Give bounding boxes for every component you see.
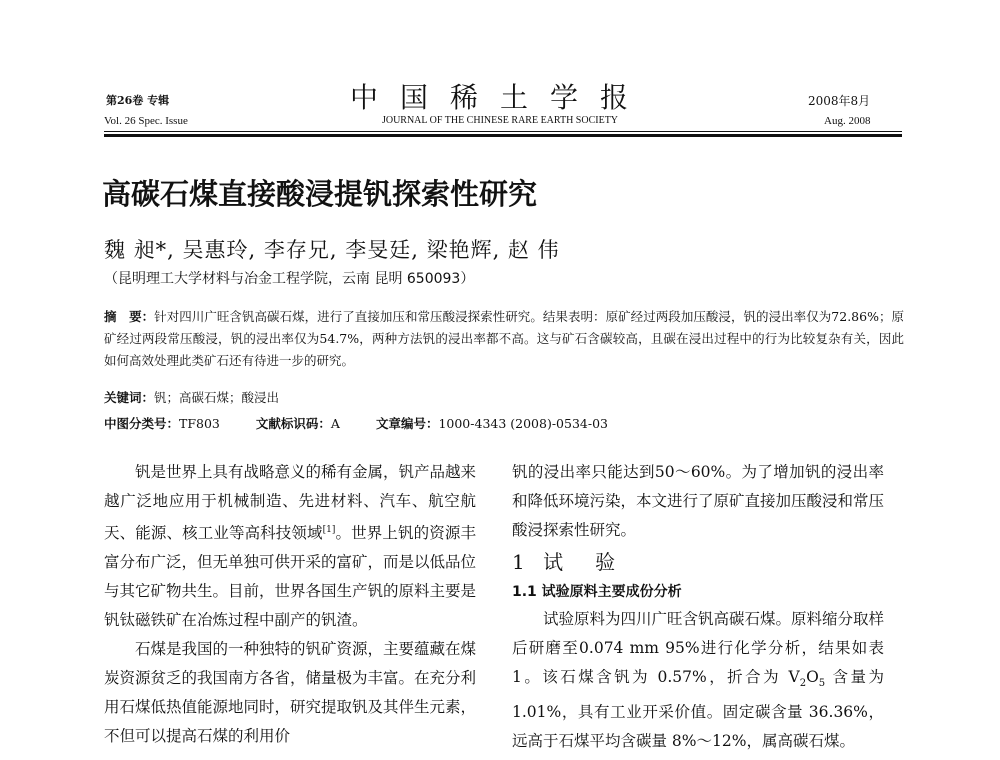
header-rule-thick — [104, 134, 902, 137]
volume-issue-en: Vol. 26 Spec. Issue — [104, 115, 188, 127]
subsection-heading: 1.1 试验原料主要成份分析 — [512, 584, 682, 600]
reference-marker: [1] — [322, 525, 336, 535]
subscript: 5 — [818, 678, 826, 690]
date-cn: 2008年8月 — [808, 94, 871, 108]
paragraph-text: O — [806, 668, 819, 686]
body-column-left — [104, 458, 476, 751]
paragraph-text: 含量为 1.01%，具有工业开采价值。固定碳含量 36.36%，远高于石煤平均含碳量 8%～12%，属高碳石煤。 — [512, 668, 884, 751]
author-list: 魏 昶*, 吴惠玲, 李存兄, 李旻廷, 梁艳辉, 赵 伟 — [104, 238, 560, 262]
article-number-value: 1000-4343 (2008)-0534-03 — [438, 416, 609, 431]
section-heading: 1 试 验 — [512, 550, 622, 574]
journal-title-cn: 中国稀土学报 — [349, 81, 650, 114]
keywords-text: 钒；高碳石煤；酸浸出 — [154, 390, 280, 405]
keywords — [104, 388, 279, 406]
article-number-label: 文章编号： — [375, 416, 439, 431]
volume-issue-cn: 第26卷 专辑 — [106, 94, 170, 107]
body-paragraph — [512, 605, 884, 756]
header-rule-thin — [104, 131, 902, 132]
doc-code-label: 文献标识码： — [255, 416, 331, 431]
subscript: 2 — [799, 678, 807, 690]
doc-code-value: A — [330, 416, 340, 431]
clc-value: TF803 — [179, 416, 220, 431]
affiliation: （昆明理工大学材料与冶金工程学院，云南 昆明 650093） — [104, 271, 475, 287]
journal-title-en: JOURNAL OF THE CHINESE RARE EARTH SOCIETY — [381, 115, 619, 126]
classification-line — [104, 414, 608, 432]
article-title: 高碳石煤直接酸浸提钒探索性研究 — [102, 177, 538, 211]
date-en: Aug. 2008 — [824, 115, 871, 127]
paragraph-text: 钒是世界上具有战略意义的稀有金属，钒产品越来越广泛地应用于机械制造、先进材料、汽车、航空航天、能源、核工业等高科技领域 — [104, 463, 477, 543]
abstract-label: 摘 要： — [104, 309, 155, 324]
body-paragraph: 钒的浸出率只能达到50～60%。为了增加钒的浸出率和降低环境污染，本文进行了原矿直接加压酸浸和常压酸浸探索性研究。 — [512, 463, 885, 539]
paragraph-text: 试验原料为四川广旺含钒高碳石煤。原料缩分取样后研磨至0.074 mm 95%进行化学分析，结果如表 1。该石煤含钒为 0.57%，折合为 V — [512, 610, 885, 686]
abstract — [104, 306, 904, 372]
paragraph-text: 。世界上钒的资源丰富分布广泛，但无单独可供开采的富矿，而是以低品位与其它矿物共生。目前，世界各国生产钒的原料主要是钒钛磁铁矿在冶炼过程中副产的钒渣。 — [104, 524, 477, 630]
body-paragraph: 石煤是我国的一种独特的钒矿资源，主要蕴藏在煤炭资源贫乏的我国南方各省，储量极为丰富。在充分利用石煤低热值能源地同时，研究提取钒及其伴生元素，不但可以提高石煤的利用价 — [104, 640, 477, 746]
keywords-label: 关键词： — [104, 390, 155, 405]
body-column-right — [512, 458, 884, 756]
abstract-text: 针对四川广旺含钒高碳石煤，进行了直接加压和常压酸浸探索性研究。结果表明：原矿经过两段加压酸浸，钒的浸出率仅为72.86%；原矿经过两段常压酸浸，钒的浸出率仅为54.7%，两种方法钒的浸出率都不高。这与矿石含碳较高，且碳在浸出过程中的行为比较复杂有关，因此如何高效处理此类矿石还有待进一步的研究。 — [104, 309, 904, 368]
clc-label: 中图分类号： — [104, 416, 180, 431]
body-paragraph — [104, 458, 476, 635]
